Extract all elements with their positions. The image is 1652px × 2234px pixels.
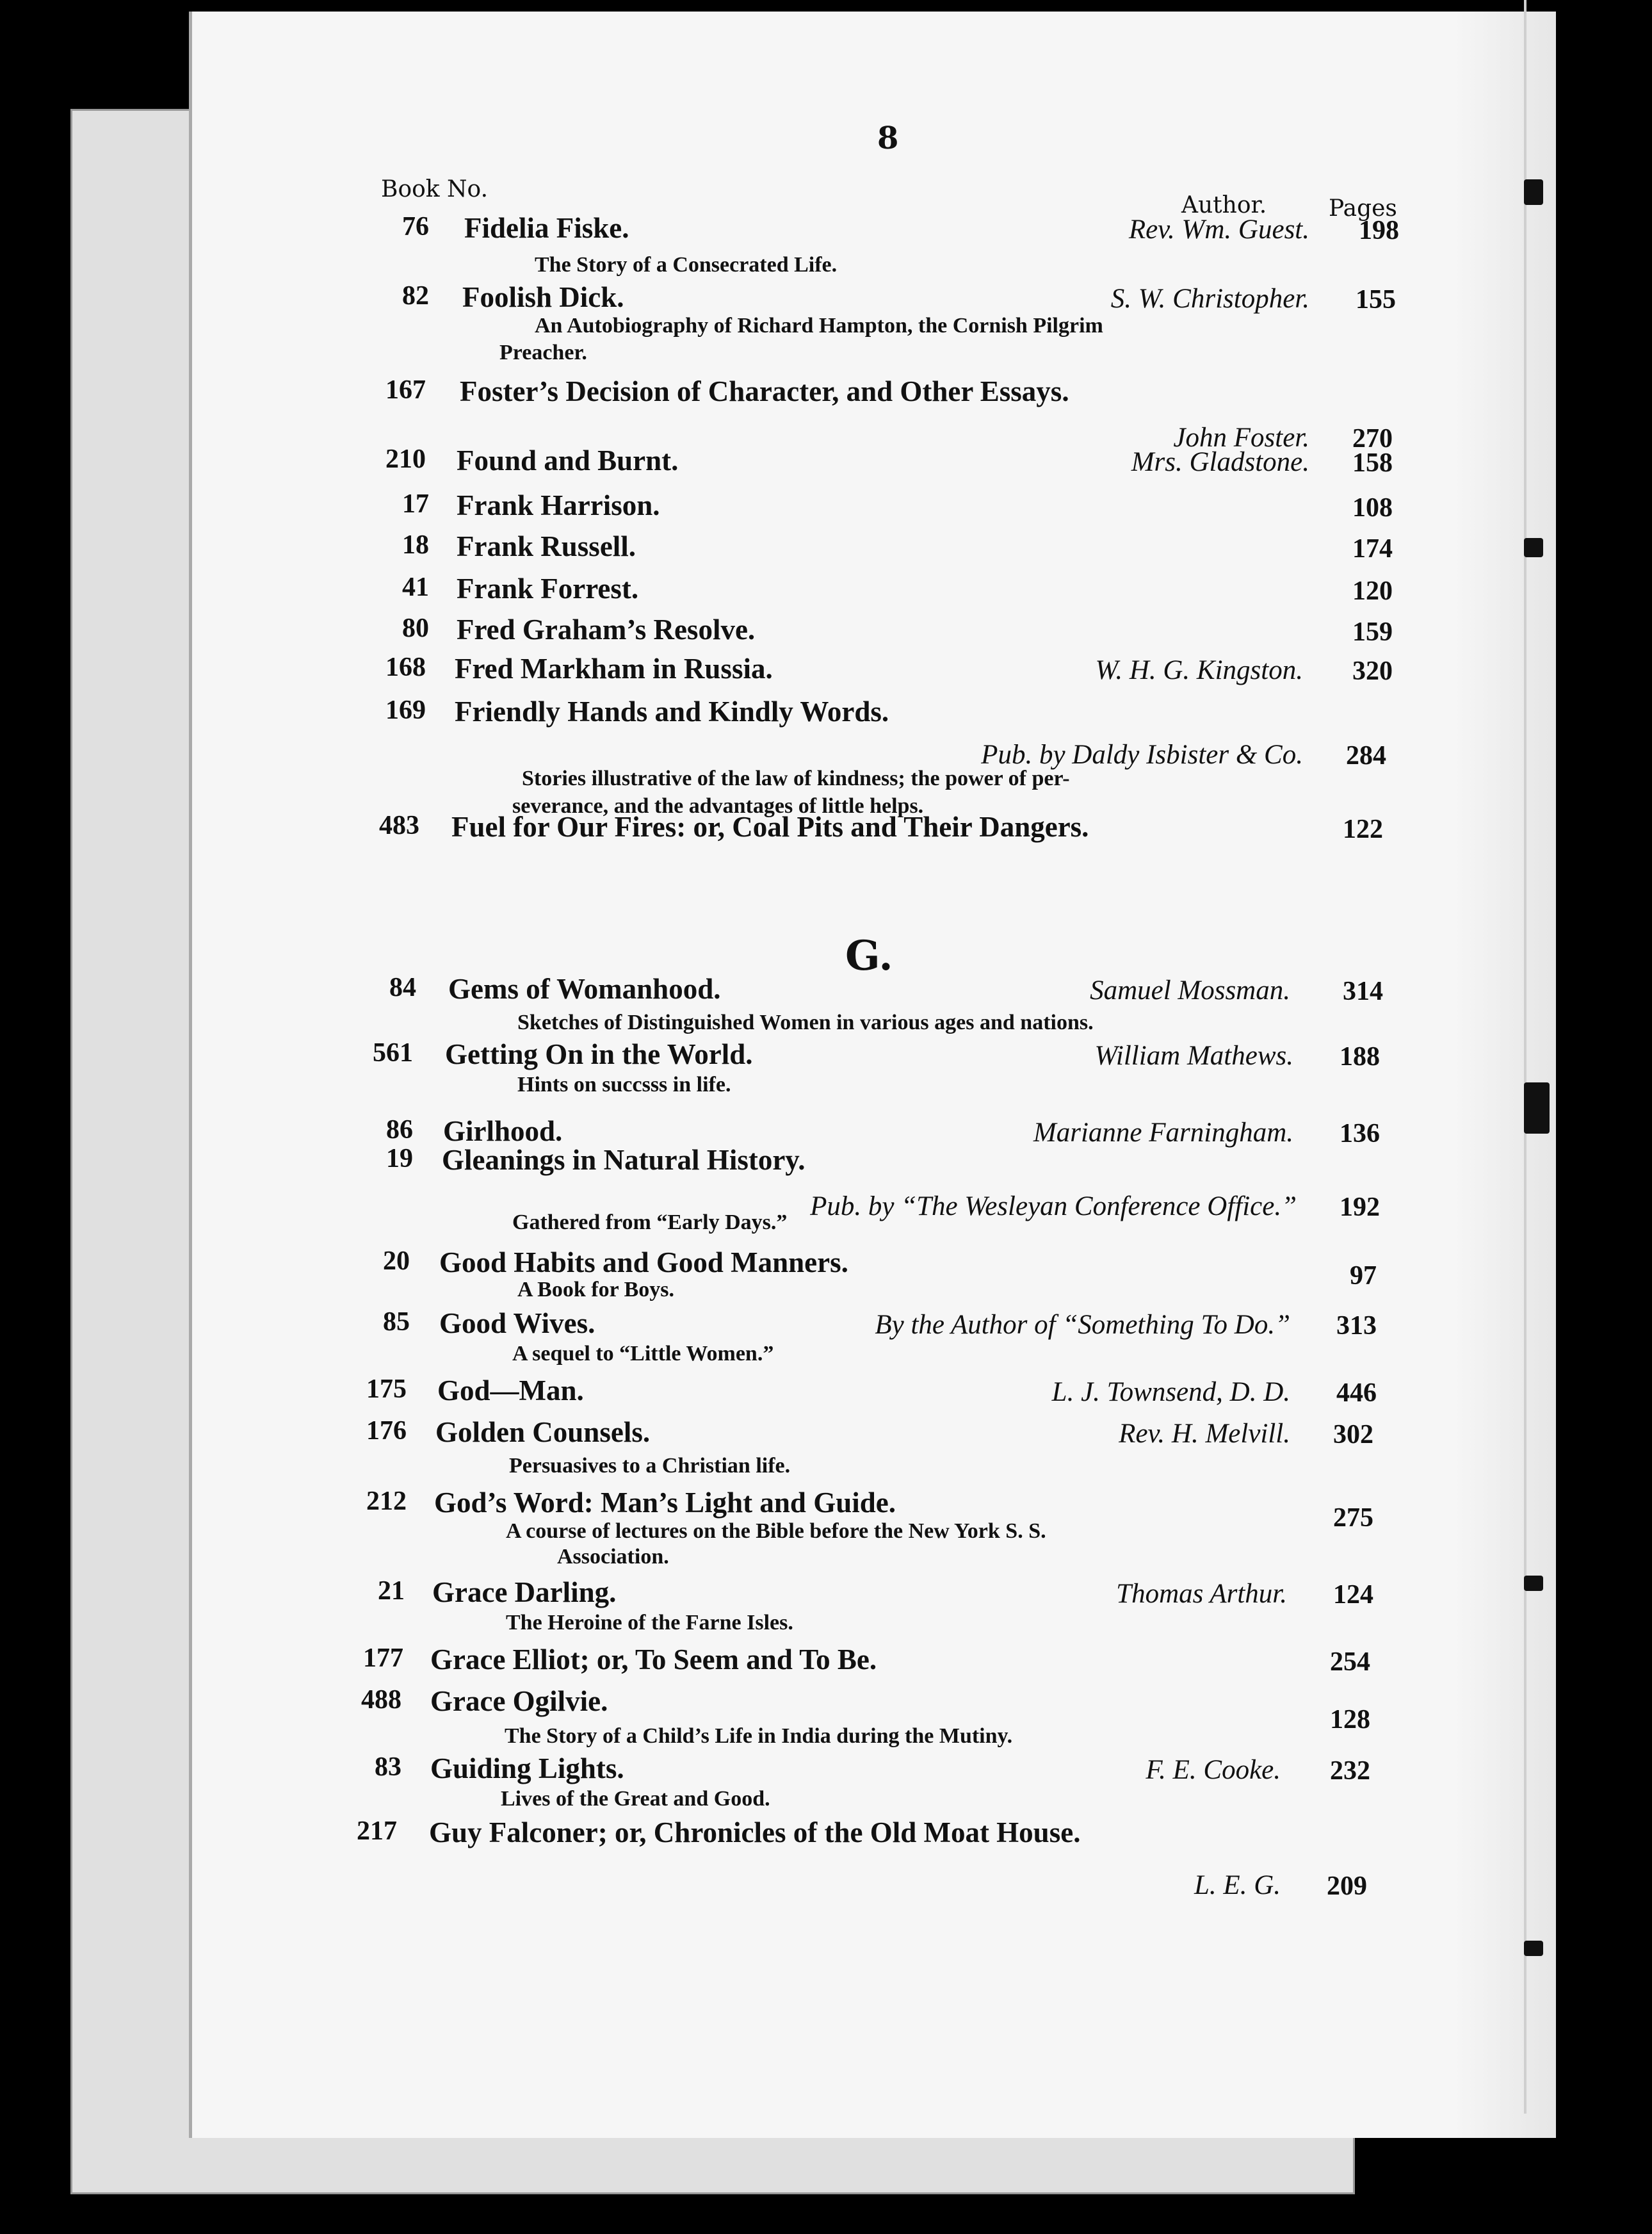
binding-edge bbox=[1524, 0, 1552, 2114]
book-author: Mrs. Gladstone. bbox=[1131, 447, 1309, 477]
book-author: Pub. by “The Wesleyan Conference Office.” bbox=[810, 1191, 1297, 1221]
page-number: 8 bbox=[877, 120, 899, 156]
book-title: Frank Harrison. bbox=[457, 489, 660, 521]
book-title: Grace Darling. bbox=[432, 1576, 617, 1608]
book-title: Guy Falconer; or, Chronicles of the Old Moat House. bbox=[429, 1816, 1081, 1848]
page-count: 232 bbox=[1330, 1756, 1370, 1786]
book-subtitle: Lives of the Great and Good. bbox=[501, 1787, 770, 1811]
page-count: 198 bbox=[1359, 216, 1399, 245]
book-author: Marianne Farningham. bbox=[1033, 1118, 1293, 1148]
book-title: Grace Ogilvie. bbox=[430, 1685, 608, 1717]
book-title: Foster’s Decision of Character, and Other Essays. bbox=[460, 375, 1069, 407]
book-subtitle: Persuasives to a Christian life. bbox=[509, 1454, 791, 1478]
book-number: 20 bbox=[383, 1246, 410, 1276]
book-title: Friendly Hands and Kindly Words. bbox=[455, 696, 889, 728]
binding-staple bbox=[1524, 1082, 1550, 1134]
book-subtitle: A Book for Boys. bbox=[517, 1278, 674, 1301]
page-count: 284 bbox=[1346, 741, 1386, 770]
page-count: 192 bbox=[1340, 1193, 1380, 1222]
page-count: 188 bbox=[1340, 1042, 1380, 1072]
book-number: 175 bbox=[366, 1374, 407, 1404]
book-number: 177 bbox=[363, 1643, 403, 1673]
page-count: 124 bbox=[1333, 1580, 1373, 1610]
book-subtitle: The Story of a Child’s Life in India during the Mutiny. bbox=[505, 1724, 1013, 1748]
book-title: Foolish Dick. bbox=[462, 281, 624, 313]
page-count: 275 bbox=[1333, 1503, 1373, 1533]
page-count: 254 bbox=[1330, 1647, 1370, 1677]
book-title: God—Man. bbox=[437, 1374, 584, 1406]
page-count: 320 bbox=[1352, 656, 1393, 686]
header-pages: Pages bbox=[1329, 195, 1397, 222]
book-subtitle: A course of lectures on the Bible before the New York S. S. bbox=[506, 1519, 1046, 1543]
book-subtitle: A sequel to “Little Women.” bbox=[512, 1342, 774, 1366]
book-title: Grace Elliot; or, To Seem and To Be. bbox=[430, 1643, 877, 1676]
page-count: 97 bbox=[1350, 1261, 1377, 1291]
page-count: 270 bbox=[1352, 424, 1393, 453]
page-count: 159 bbox=[1352, 617, 1393, 647]
book-number: 86 bbox=[386, 1115, 413, 1145]
book-number: 76 bbox=[402, 212, 429, 241]
binding-staple bbox=[1524, 538, 1543, 557]
page-count: 302 bbox=[1333, 1420, 1373, 1449]
book-subtitle: An Autobiography of Richard Hampton, the Cornish Pilgrim bbox=[535, 314, 1103, 338]
book-title: Getting On in the World. bbox=[445, 1038, 753, 1070]
book-number: 561 bbox=[373, 1038, 413, 1068]
page-count: 122 bbox=[1343, 815, 1383, 844]
page-count: 158 bbox=[1352, 448, 1393, 478]
book-subtitle: The Story of a Consecrated Life. bbox=[535, 253, 838, 277]
header-author: Author. bbox=[1181, 192, 1267, 218]
book-number: 210 bbox=[385, 444, 426, 474]
book-number: 83 bbox=[375, 1752, 401, 1782]
page-count: 120 bbox=[1352, 576, 1393, 606]
book-author: Pub. by Daldy Isbister & Co. bbox=[981, 740, 1303, 770]
book-title: Golden Counsels. bbox=[435, 1416, 651, 1448]
binding-staple bbox=[1524, 179, 1543, 205]
page-count: 174 bbox=[1352, 534, 1393, 564]
book-author: William Mathews. bbox=[1094, 1041, 1293, 1071]
book-number: 18 bbox=[402, 530, 429, 560]
book-number: 212 bbox=[366, 1487, 407, 1516]
book-number: 488 bbox=[361, 1685, 401, 1715]
book-number: 80 bbox=[402, 614, 429, 643]
book-author: Thomas Arthur. bbox=[1116, 1579, 1287, 1609]
book-title: God’s Word: Man’s Light and Guide. bbox=[434, 1487, 896, 1519]
book-author: Rev. H. Melvill. bbox=[1119, 1419, 1290, 1449]
page-count: 128 bbox=[1330, 1705, 1370, 1734]
book-title: Guiding Lights. bbox=[430, 1752, 624, 1784]
page-count: 136 bbox=[1340, 1119, 1380, 1148]
page-count: 209 bbox=[1327, 1871, 1367, 1901]
book-title: Fred Markham in Russia. bbox=[455, 653, 773, 685]
header-book-no: Book No. bbox=[381, 176, 489, 202]
book-subtitle: severance, and the advantages of little helps. bbox=[512, 794, 924, 818]
book-author: F. E. Cooke. bbox=[1146, 1755, 1281, 1785]
page-count: 446 bbox=[1336, 1378, 1377, 1408]
book-author: John Foster. bbox=[1173, 423, 1309, 453]
book-title: Girlhood. bbox=[443, 1115, 563, 1147]
book-subtitle: The Heroine of the Farne Isles. bbox=[506, 1611, 793, 1635]
book-title: Fred Graham’s Resolve. bbox=[457, 614, 756, 646]
page-count: 314 bbox=[1343, 977, 1383, 1006]
book-subtitle: Hints on succsss in life. bbox=[517, 1073, 731, 1097]
book-author: By the Author of “Something To Do.” bbox=[875, 1310, 1290, 1340]
book-number: 217 bbox=[357, 1816, 397, 1846]
book-title: Fidelia Fiske. bbox=[464, 212, 629, 244]
book-author: S. W. Christopher. bbox=[1110, 284, 1309, 314]
book-author: L. J. Townsend, D. D. bbox=[1051, 1377, 1290, 1407]
book-title: Fuel for Our Fires: or, Coal Pits and Their Dangers. bbox=[451, 811, 1089, 843]
book-title: Good Wives. bbox=[439, 1307, 595, 1339]
book-author: Samuel Mossman. bbox=[1090, 975, 1290, 1006]
book-author: L. E. G. bbox=[1194, 1870, 1281, 1900]
book-number: 85 bbox=[383, 1307, 410, 1337]
book-number: 41 bbox=[402, 573, 429, 602]
book-number: 483 bbox=[379, 811, 419, 840]
book-author: Rev. Wm. Guest. bbox=[1128, 215, 1309, 245]
page-count: 108 bbox=[1352, 493, 1393, 523]
book-subtitle: Stories illustrative of the law of kindness; the power of per- bbox=[522, 767, 1070, 790]
book-subtitle: Sketches of Distinguished Women in various ages and nations. bbox=[517, 1011, 1094, 1034]
book-subtitle: Association. bbox=[557, 1545, 669, 1569]
book-number: 84 bbox=[389, 973, 416, 1002]
book-number: 17 bbox=[402, 489, 429, 519]
book-title: Frank Russell. bbox=[457, 530, 636, 562]
book-title: Gems of Womanhood. bbox=[448, 973, 721, 1005]
binding-staple bbox=[1524, 1941, 1543, 1956]
book-title: Found and Burnt. bbox=[457, 444, 679, 477]
binding-staple bbox=[1524, 1576, 1543, 1591]
page-count: 155 bbox=[1356, 285, 1396, 314]
book-number: 169 bbox=[385, 696, 426, 725]
book-title: Frank Forrest. bbox=[457, 573, 639, 605]
book-author: W. H. G. Kingston. bbox=[1095, 655, 1303, 685]
book-title: Good Habits and Good Manners. bbox=[439, 1246, 848, 1278]
book-title: Gleanings in Natural History. bbox=[442, 1144, 806, 1176]
book-subtitle: Gathered from “Early Days.” bbox=[512, 1211, 788, 1234]
page-count: 313 bbox=[1336, 1311, 1377, 1341]
book-number: 168 bbox=[385, 653, 426, 682]
book-number: 167 bbox=[385, 375, 426, 405]
book-subtitle: Preacher. bbox=[499, 341, 587, 364]
book-number: 19 bbox=[386, 1144, 413, 1173]
book-number: 82 bbox=[402, 281, 429, 311]
section-letter: G. bbox=[845, 932, 893, 980]
book-number: 21 bbox=[378, 1576, 405, 1606]
book-number: 176 bbox=[366, 1416, 407, 1446]
